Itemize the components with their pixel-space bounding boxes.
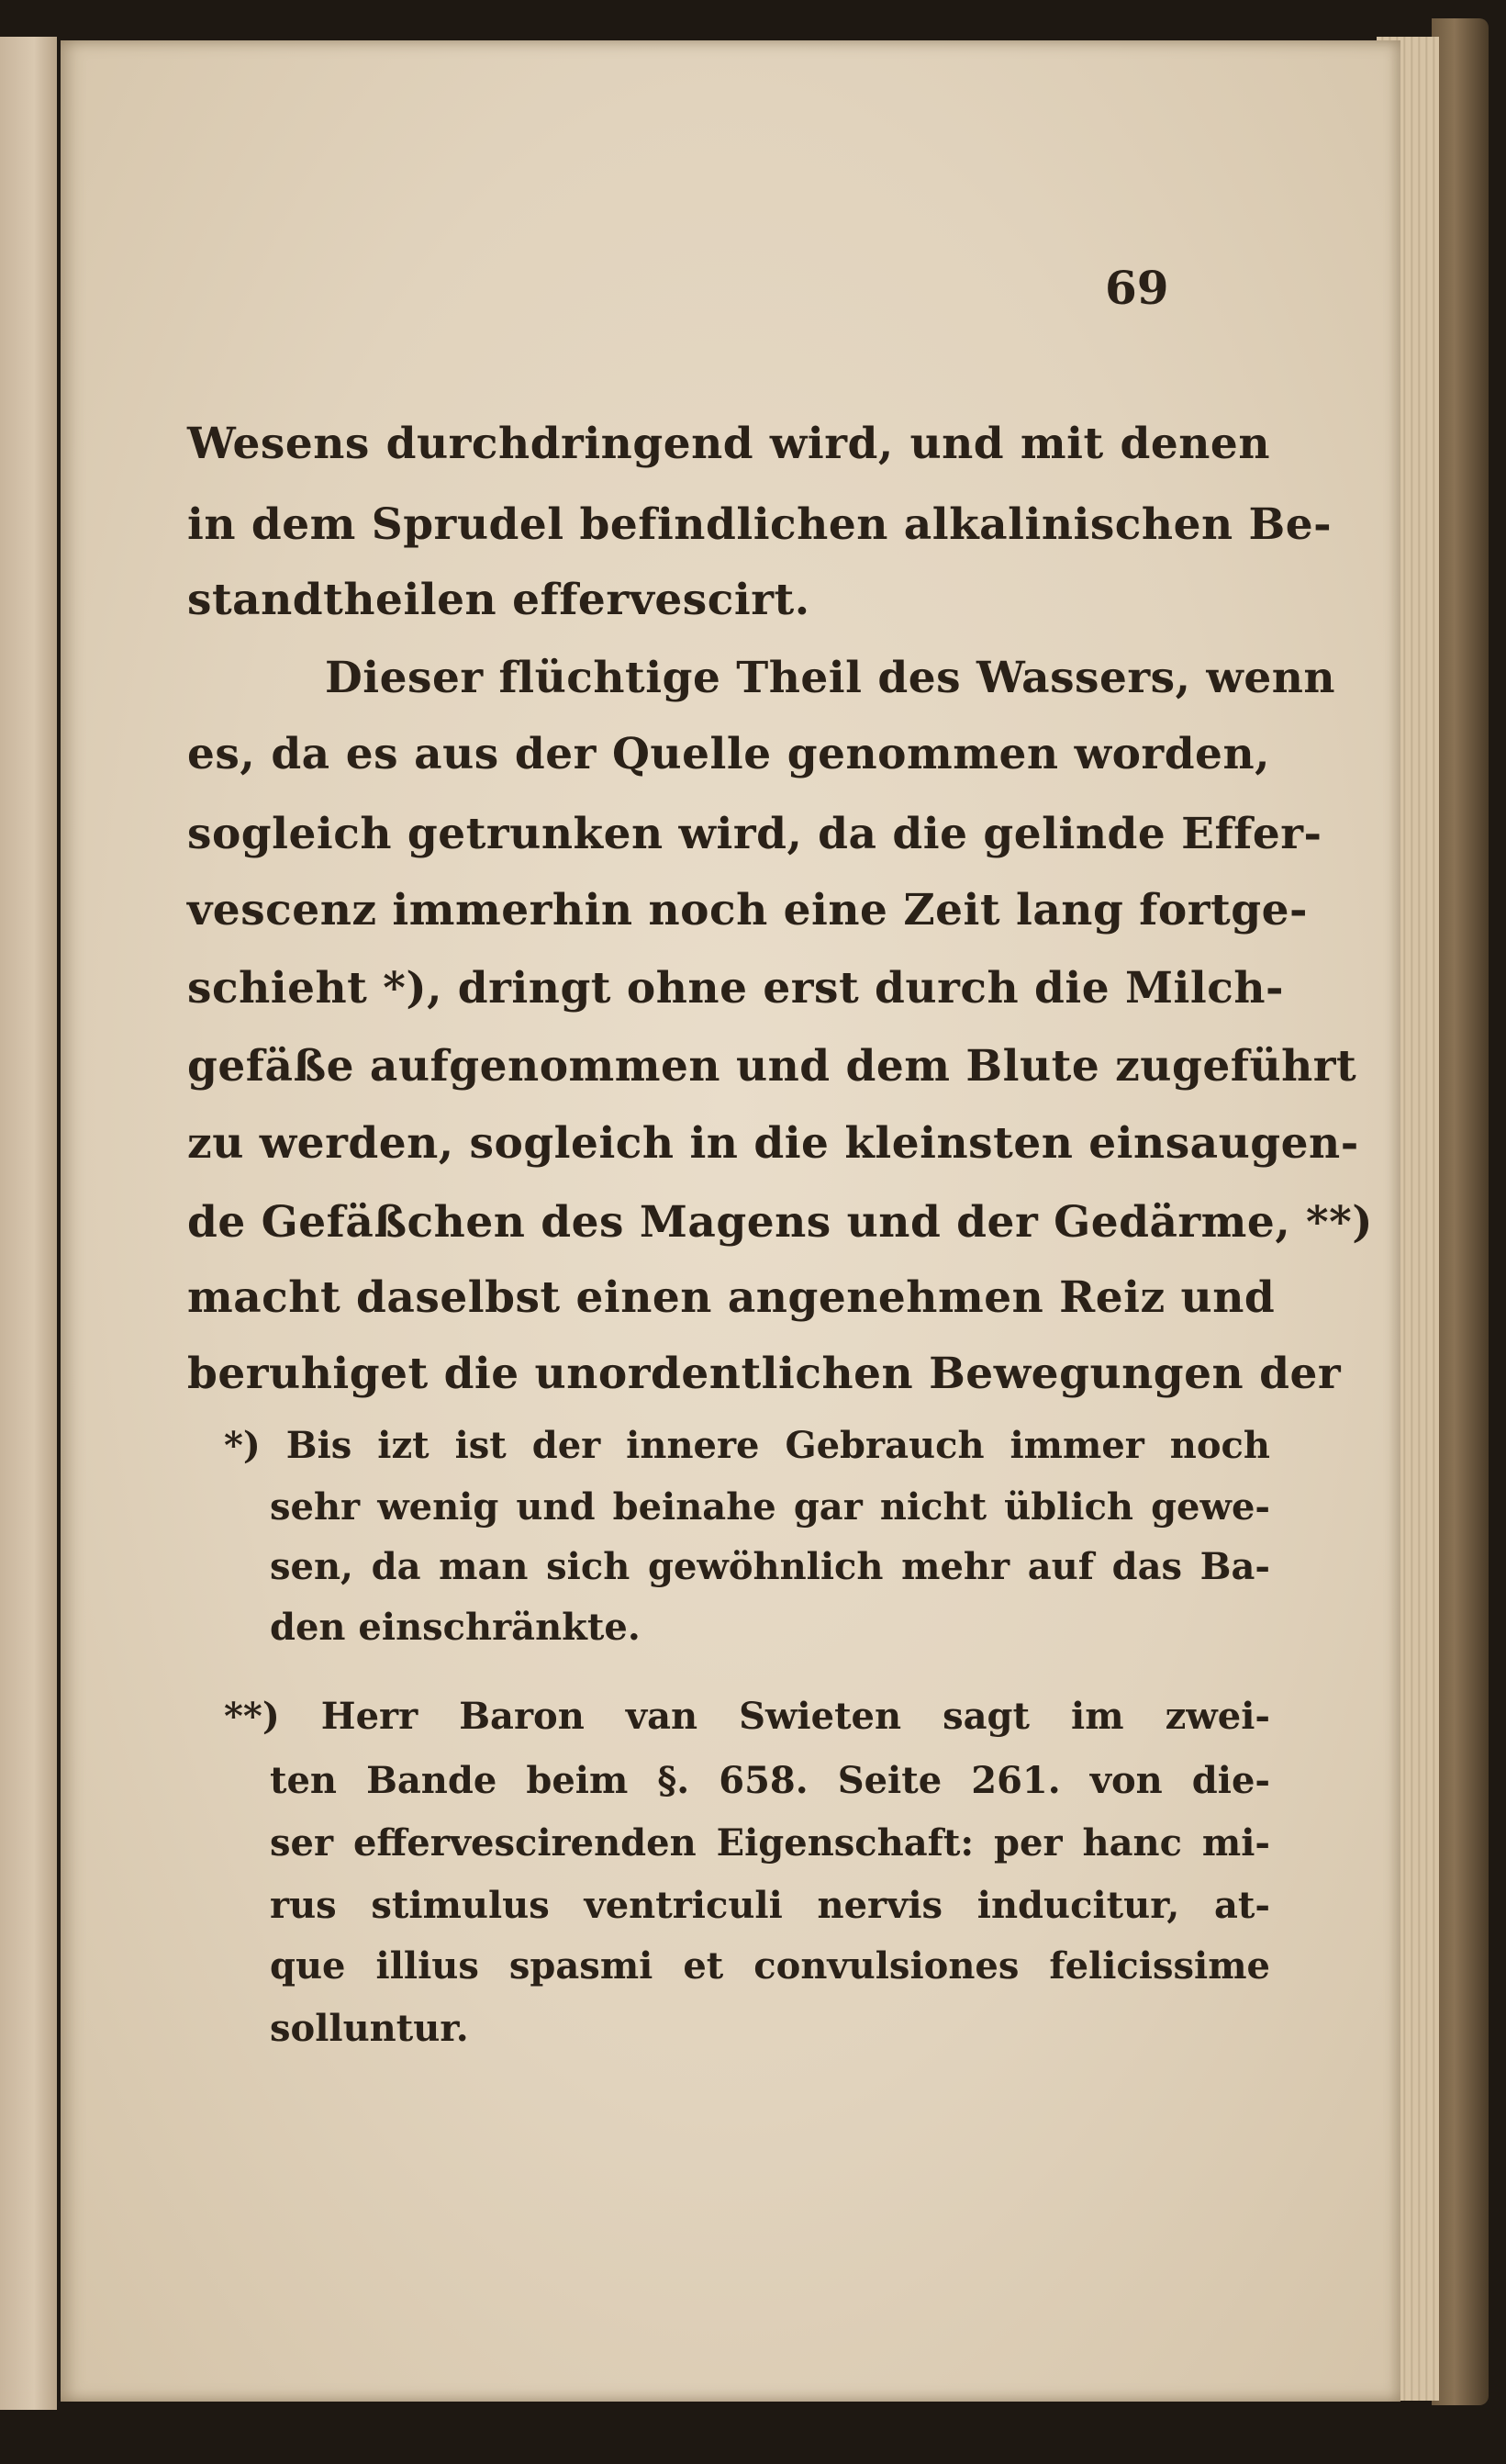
- footnote-line: sen, da man sich gewöhnlich mehr auf das Ba-: [270, 1545, 1270, 1588]
- text-line: Dieser flüchtige Theil des Wassers, wenn: [325, 653, 1336, 703]
- text-line: de Gefäßchen des Magens und der Gedärme, **): [187, 1197, 1373, 1248]
- footnote-line: ser effervescirenden Eigenschaft: per hanc mi-: [270, 1821, 1270, 1865]
- text-line: es, da es aus der Quelle genommen worden,: [187, 729, 1270, 779]
- text-line: sogleich getrunken wird, da die gelinde Effer-: [187, 809, 1322, 859]
- footnote-line: *) Bis izt ist der innere Gebrauch immer noch: [224, 1424, 1270, 1467]
- text-line: beruhiget die unordentlichen Bewegungen der: [187, 1349, 1342, 1399]
- left-facing-page-edge: [0, 37, 57, 2410]
- book-cover-edge: [1432, 18, 1489, 2405]
- footnote-line: **) Herr Baron van Swieten sagt im zwei-: [224, 1695, 1270, 1738]
- text-line: in dem Sprudel befindlichen alkalinischen Be-: [187, 499, 1333, 550]
- text-line: macht daselbst einen angenehmen Reiz und: [187, 1272, 1276, 1323]
- text-line: standtheilen effervescirt.: [187, 575, 810, 625]
- footnote-line: solluntur.: [270, 2007, 469, 2050]
- footnote-line: den einschränkte.: [270, 1606, 641, 1649]
- text-line: schieht *), dringt ohne erst durch die Milch-: [187, 963, 1284, 1014]
- footnote-line: ten Bande beim §. 658. Seite 261. von die-: [270, 1759, 1270, 1802]
- text-line: gefäße aufgenommen und dem Blute zugeführt: [187, 1041, 1357, 1092]
- footnote-line: sehr wenig und beinahe gar nicht üblich gewe-: [270, 1485, 1270, 1529]
- text-line: zu werden, sogleich in die kleinsten einsaugen-: [187, 1118, 1359, 1169]
- footnote-line: rus stimulus ventriculi nervis inducitur, at-: [270, 1884, 1270, 1927]
- book-page: [61, 40, 1400, 2402]
- text-line: Wesens durchdringend wird, und mit denen: [187, 419, 1270, 469]
- page-number: 69: [1105, 261, 1169, 315]
- footnote-line: que illius spasmi et convulsiones felicissime: [270, 1944, 1270, 1988]
- text-line: vescenz immerhin noch eine Zeit lang fortge-: [187, 885, 1308, 935]
